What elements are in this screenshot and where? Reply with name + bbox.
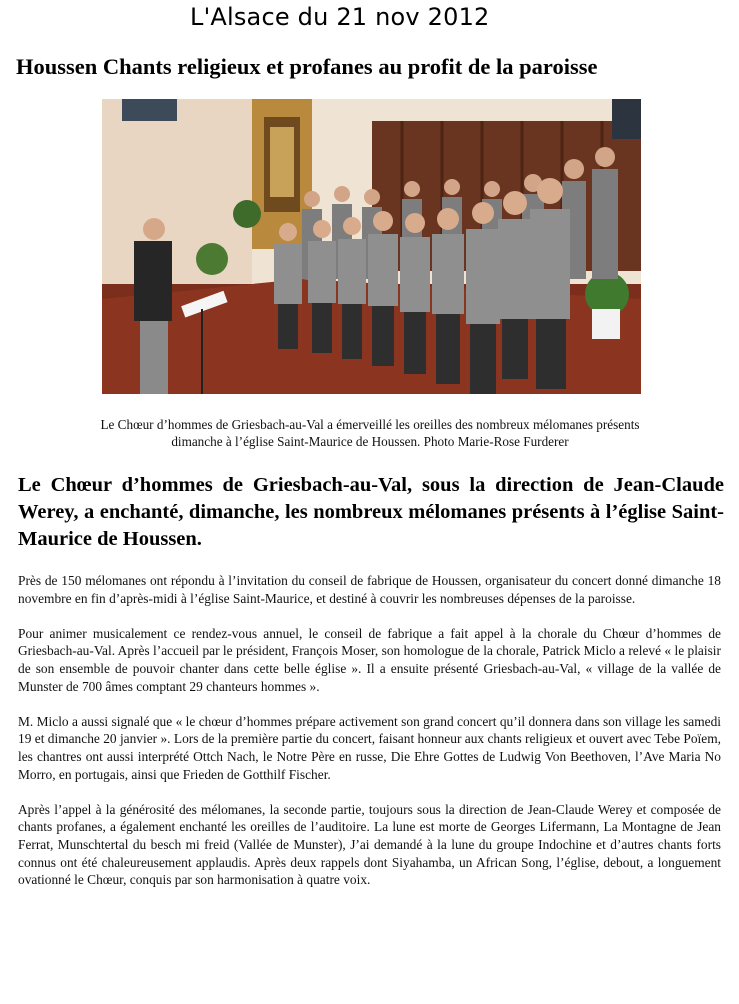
paragraph-4: Après l’appel à la générosité des mélomanes, la seconde partie, toujours sous la direction de Jean-Claude Werey et composée de chants profanes, a également enchanté les oreilles de l’auditoire. La lune est morte de Georges Lifermann, La Montagne de Jean Ferrat, Munschtertal du besch mi freid (Vallée de Munster), J’ai demandé à la lune du groupe Indochine et d’autres chants forts connus ont été chaleureusement applaudis. Après deux rappels dont Siyahamba, un African Song, l’église, debout, a longuement ovationné le Chœur, conquis par son harmonisation à quatre voix.: [18, 801, 721, 888]
newspaper-masthead: L'Alsace du 21 nov 2012: [190, 3, 490, 31]
article-headline: Houssen Chants religieux et profanes au profit de la paroisse: [16, 54, 598, 79]
article-lead: Le Chœur d’hommes de Griesbach-au-Val, sous la direction de Jean-Claude Werey, a enchanté, dimanche, les nombreux mélomanes présents à l’église Saint-Maurice de Houssen.: [18, 474, 724, 550]
paragraph-3: M. Miclo a aussi signalé que « le chœur d’hommes prépare activement son grand concert qu’il donnera dans son village les samedi 19 et dimanche 20 janvier ». Lors de la première partie du concert, faisant honneur aux chants religieux et ouvert avec Tebe Poïem, les chantres ont aussi interprété Ottch Nach, le Notre Père en russe, Die Ehre Gottes de Ludwig Von Beethoven, l’Ave Maria No Morro, en portugais, ainsi que Frieden de Gotthilf Fischer.: [18, 713, 721, 782]
photo-caption: [20, 416, 720, 450]
caption-line-2: dimanche à l’église Saint-Maurice de Houssen. Photo Marie-Rose Furderer: [171, 434, 569, 449]
caption-line-1: Le Chœur d’hommes de Griesbach-au-Val a émerveillé les oreilles des nombreux mélomanes présents: [100, 417, 640, 432]
paragraph-2: Pour animer musicalement ce rendez-vous annuel, le conseil de fabrique a fait appel à la chorale du Chœur d’hommes de Griesbach-au-Val. Après l’accueil par le président, François Moser, son homologue de la chorale, Patrick Miclo a relevé « le plaisir de son ensemble de pouvoir chanter dans cette belle église ». Il a ensuite présenté Griesbach-au-Val, « village de la vallée de Munster de 700 âmes comptant 29 chanteurs hommes ».: [18, 625, 721, 694]
paragraph-1: Près de 150 mélomanes ont répondu à l’invitation du conseil de fabrique de Houssen, organisateur du concert donné dimanche 18 novembre en fin d’après-midi à l’église Saint-Maurice, et destiné à couvrir les nombreuses dépenses de la paroisse.: [18, 573, 721, 606]
article-body: [18, 572, 721, 906]
choir-photo: [102, 99, 641, 394]
